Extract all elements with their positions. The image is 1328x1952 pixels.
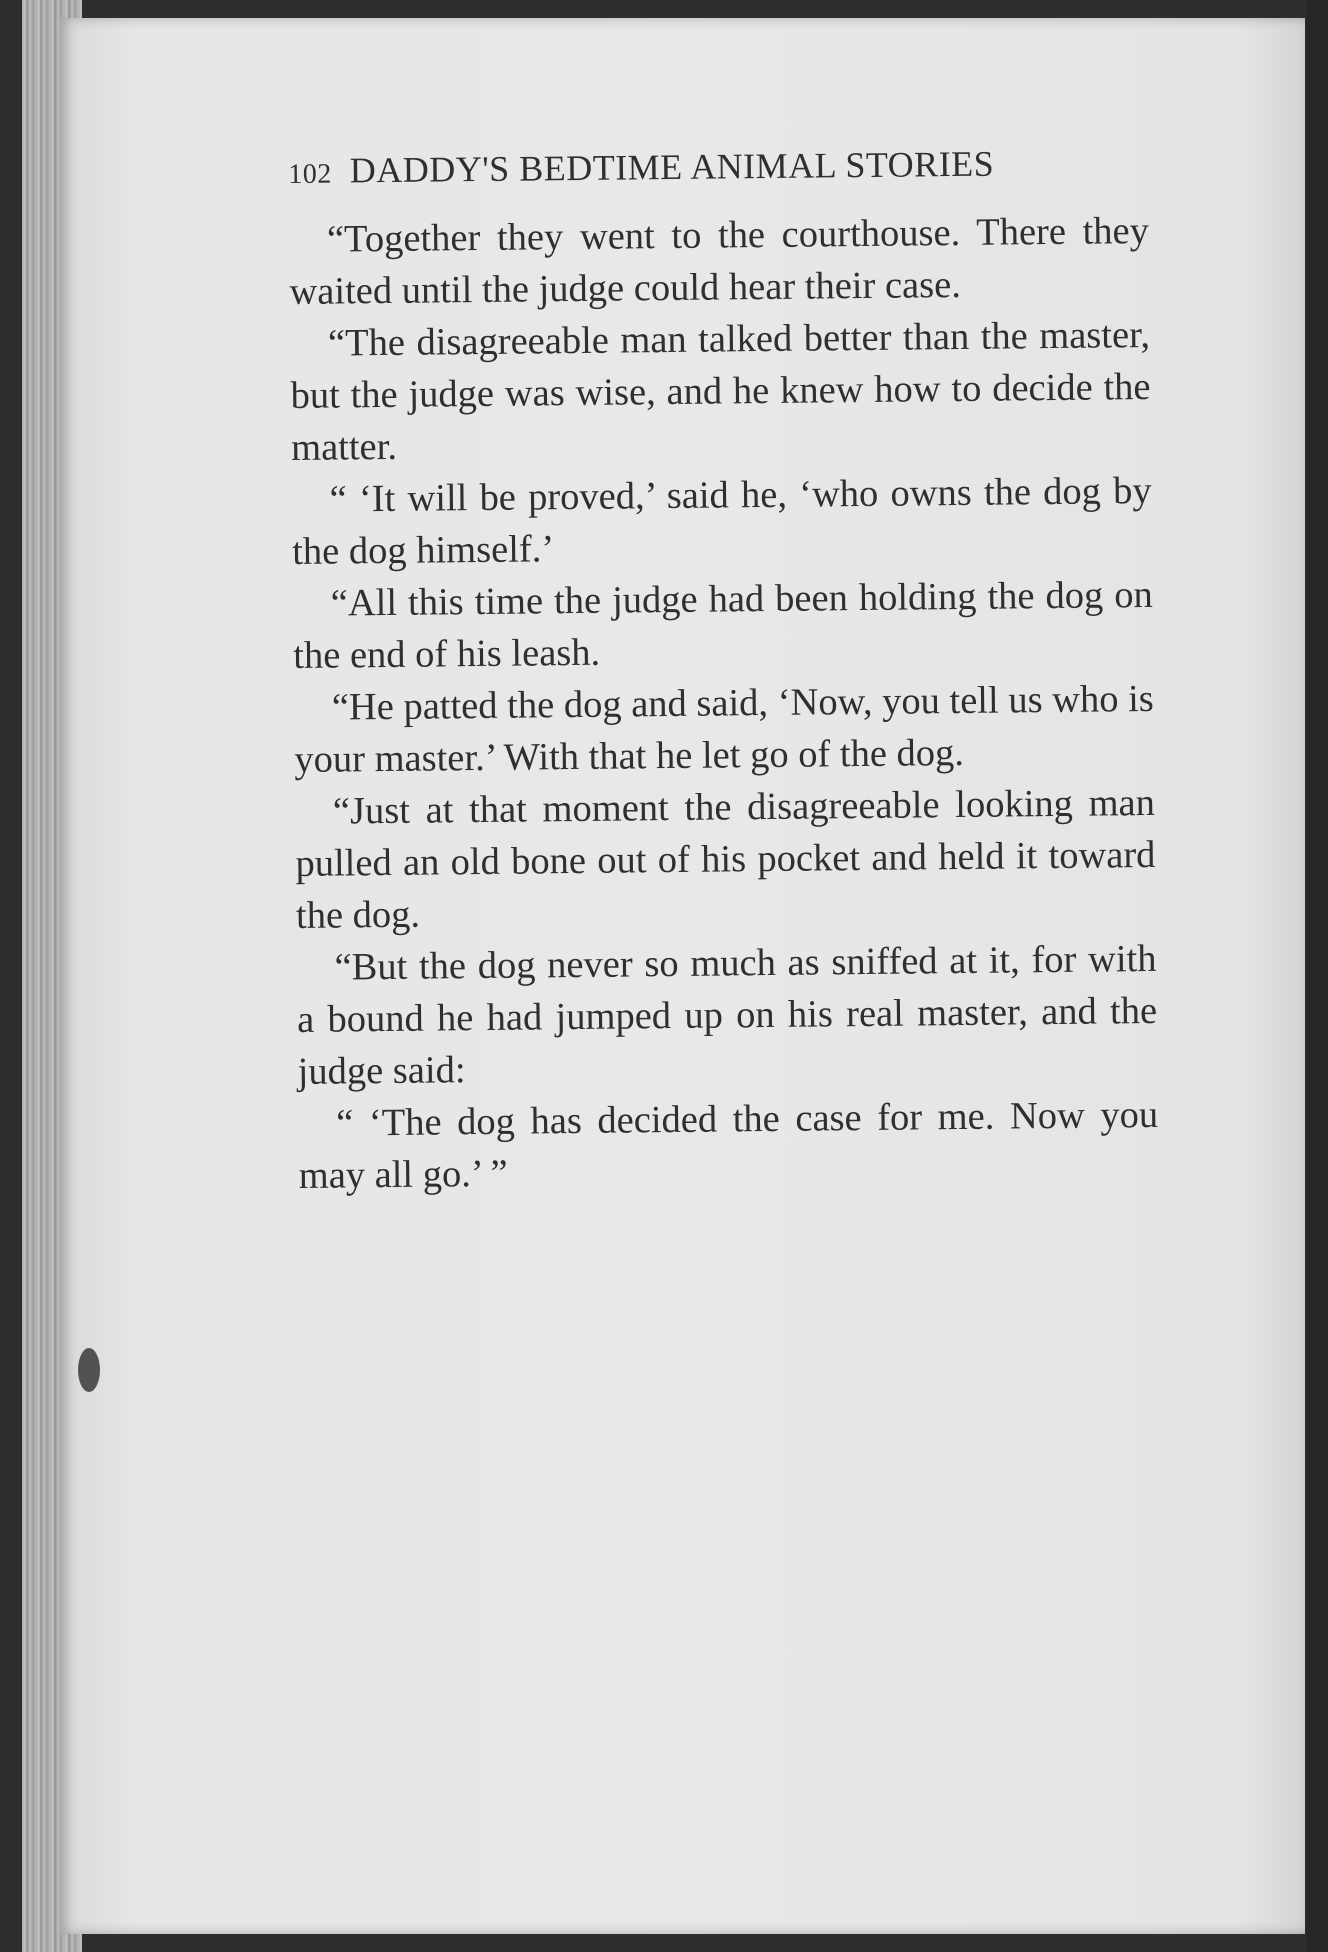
running-header bbox=[288, 141, 1148, 192]
paragraph: “All this time the judge had been holding the dog on the end of his leash. bbox=[293, 573, 1153, 677]
paragraph: “Just at that moment the disagreeable looking man pulled an old bone out of his pocket and held it toward the dog. bbox=[295, 781, 1156, 937]
running-title: DADDY'S BEDTIME ANIMAL STORIES bbox=[349, 143, 995, 191]
paragraph: “The disagreeable man talked better than the master, but the judge was wise, and he knew how to decide the matter. bbox=[290, 313, 1151, 469]
page-number: 102 bbox=[288, 158, 332, 190]
paragraph: “Together they went to the courthouse. There they waited until the judge could hear their case. bbox=[289, 209, 1150, 313]
ink-spot bbox=[78, 1348, 100, 1392]
paragraph: “He patted the dog and said, ‘Now, you tell us who is your master.’ With that he let go of the dog. bbox=[294, 677, 1155, 781]
paragraph: “But the dog never so much as sniffed at it, for with a bound he had jumped up on his real master, and the judge said: bbox=[296, 937, 1158, 1093]
paragraph: “ ‘The dog has decided the case for me. Now you may all go.’ ” bbox=[298, 1093, 1159, 1197]
paragraph: “ ‘It will be proved,’ said he, ‘who owns the dog by the dog himself.’ bbox=[291, 469, 1152, 573]
book-spine-shadow bbox=[1306, 0, 1328, 1952]
page-text bbox=[288, 141, 1159, 1202]
